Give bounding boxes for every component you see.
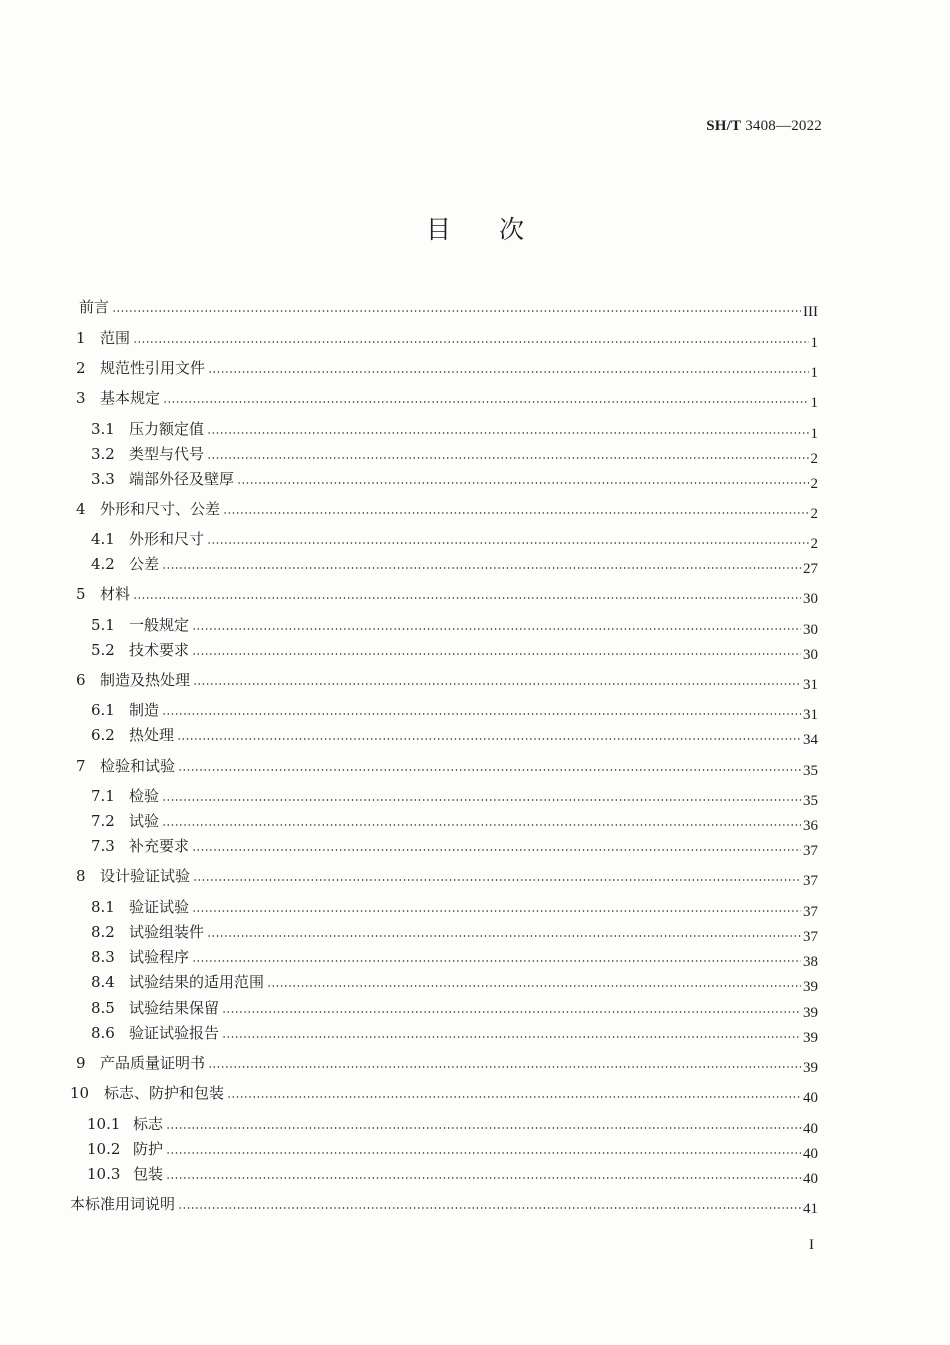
toc-entry[interactable]: [76, 866, 818, 889]
toc-entry-number: 7: [76, 757, 86, 775]
toc-entry-page: 31: [803, 677, 818, 693]
toc-entry-label: 规范性引用文件: [100, 359, 206, 377]
toc-entry[interactable]: [76, 1053, 818, 1076]
toc-entry[interactable]: [76, 328, 818, 351]
toc-entry-number: 5.1: [91, 616, 115, 634]
toc-leader-dots: [163, 401, 808, 403]
toc-entry-label: 本标准用词说明: [70, 1195, 176, 1213]
toc-leader-dots: [162, 799, 801, 801]
toc-entry[interactable]: [70, 1083, 818, 1106]
toc-entry-page: 31: [803, 707, 818, 723]
toc-title: 目次: [425, 215, 572, 244]
toc-entry[interactable]: [91, 786, 818, 809]
toc-entry-number: 4.1: [91, 530, 115, 548]
toc-entry[interactable]: [76, 358, 818, 381]
toc-entry-page: 30: [803, 591, 818, 607]
toc-leader-dots: [208, 1066, 801, 1068]
toc-entry[interactable]: [91, 444, 818, 467]
toc-entry-number: 8.6: [91, 1024, 115, 1042]
toc-entry-number: 8: [76, 867, 86, 885]
toc-entry-number: 4.2: [91, 555, 115, 573]
toc-entry[interactable]: [70, 1194, 818, 1217]
toc-entry-label: 验证试验: [129, 898, 190, 916]
toc-entry[interactable]: [91, 811, 818, 834]
toc-entry[interactable]: [91, 998, 818, 1021]
toc-entry-label: 标志、防护和包装: [104, 1084, 225, 1102]
toc-leader-dots: [207, 542, 808, 544]
toc-entry-number: 8.4: [91, 973, 115, 991]
toc-entry[interactable]: [91, 640, 818, 663]
toc-leader-dots: [208, 371, 808, 373]
toc-entry-number: 9: [76, 1054, 86, 1072]
toc-entry-number: 7.3: [91, 837, 115, 855]
toc-entry-number: 6.2: [91, 726, 115, 744]
toc-entry[interactable]: [91, 700, 818, 723]
toc-leader-dots: [178, 1207, 801, 1209]
toc-entry-label: 试验程序: [129, 948, 190, 966]
toc-entry-page: 37: [803, 873, 818, 889]
toc-entry-page: 2: [810, 536, 818, 552]
toc-entry-label: 包装: [133, 1165, 164, 1183]
toc-entry[interactable]: [91, 469, 818, 492]
toc-entry-page: 40: [803, 1090, 818, 1106]
toc-entry-label: 试验结果保留: [129, 999, 220, 1017]
standard-code-number: 3408—2022: [741, 118, 822, 134]
toc-entry-label: 前言: [79, 298, 110, 316]
toc-entry-label: 范围: [100, 329, 131, 347]
toc-entry-number: 5: [76, 585, 86, 603]
toc-entry-page: 2: [810, 506, 818, 522]
toc-entry[interactable]: [76, 499, 818, 522]
toc-entry-page: 37: [803, 929, 818, 945]
toc-entry-page: 1: [810, 395, 818, 411]
toc-entry-label: 补充要求: [129, 837, 190, 855]
toc-entry-number: 4: [76, 500, 86, 518]
toc-entry-number: 10.2: [87, 1140, 121, 1158]
toc-leader-dots: [192, 910, 801, 912]
toc-entry-number: 8.3: [91, 948, 115, 966]
toc-leader-dots: [223, 512, 808, 514]
toc-entry-number: 3: [76, 389, 86, 407]
toc-entry-label: 制造及热处理: [100, 671, 191, 689]
toc-entry-number: 3.3: [91, 470, 115, 488]
toc-entry-page: 40: [803, 1171, 818, 1187]
toc-leader-dots: [192, 653, 801, 655]
toc-entry-page: 37: [803, 843, 818, 859]
toc-entry-label: 热处理: [129, 726, 175, 744]
toc-entry-number: 8.2: [91, 923, 115, 941]
toc-entry-label: 试验结果的适用范围: [129, 973, 265, 991]
toc-leader-dots: [192, 960, 801, 962]
toc-entry[interactable]: [76, 670, 818, 693]
toc-entry-number: 10: [70, 1084, 90, 1102]
toc-entry-label: 端部外径及壁厚: [129, 470, 235, 488]
toc-leader-dots: [222, 1011, 801, 1013]
toc-entry[interactable]: [87, 1114, 818, 1137]
standard-code-prefix: SH/T: [706, 118, 742, 134]
toc-entry-page: 2: [810, 476, 818, 492]
toc-entry-number: 3.1: [91, 420, 115, 438]
toc-leader-dots: [237, 482, 808, 484]
footer-page-number: I: [809, 1237, 814, 1253]
toc-leader-dots: [192, 628, 801, 630]
toc-entry-page: 2: [810, 451, 818, 467]
toc-entry-page: 27: [803, 561, 818, 577]
toc-entry[interactable]: [91, 922, 818, 945]
toc-entry-label: 压力额定值: [129, 420, 205, 438]
toc-leader-dots: [133, 341, 808, 343]
toc-leader-dots: [162, 713, 801, 715]
toc-entry-label: 试验: [129, 812, 160, 830]
toc-entry-label: 检验: [129, 787, 160, 805]
toc-entry-label: 制造: [129, 701, 160, 719]
toc-leader-dots: [162, 567, 801, 569]
toc-entry[interactable]: [91, 972, 818, 995]
toc-leader-dots: [193, 683, 801, 685]
toc-entry-label: 材料: [100, 585, 131, 603]
toc-entry-number: 8.5: [91, 999, 115, 1017]
toc-entry-number: 10.3: [87, 1165, 121, 1183]
toc-entry-page: 39: [803, 1060, 818, 1076]
toc-entry[interactable]: [91, 529, 818, 552]
toc-entry-number: 6.1: [91, 701, 115, 719]
toc-entry-number: 5.2: [91, 641, 115, 659]
toc-leader-dots: [192, 849, 801, 851]
toc-entry-page: 40: [803, 1121, 818, 1137]
toc-leader-dots: [207, 432, 808, 434]
toc-entry-page: 39: [803, 1005, 818, 1021]
toc-entry-page: 39: [803, 979, 818, 995]
toc-entry[interactable]: [76, 756, 818, 779]
toc-leader-dots: [166, 1152, 801, 1154]
toc-entry-label: 产品质量证明书: [100, 1054, 206, 1072]
toc-entry[interactable]: [87, 1164, 818, 1187]
toc-entry[interactable]: [76, 388, 818, 411]
toc-entry-page: 30: [803, 622, 818, 638]
toc-entry[interactable]: [76, 584, 818, 607]
toc-entry[interactable]: [91, 947, 818, 970]
toc-entry-page: 1: [810, 365, 818, 381]
toc-entry-label: 外形和尺寸、公差: [100, 500, 221, 518]
toc-entry[interactable]: [91, 897, 818, 920]
toc-leader-dots: [177, 738, 801, 740]
toc-leader-dots: [222, 1036, 801, 1038]
toc-entry-label: 防护: [133, 1140, 164, 1158]
toc-entry-page: 40: [803, 1146, 818, 1162]
toc-leader-dots: [178, 769, 801, 771]
toc-entry-page: 41: [803, 1201, 818, 1217]
toc-entry-label: 检验和试验: [100, 757, 176, 775]
toc-entry-label: 技术要求: [129, 641, 190, 659]
toc-entry[interactable]: [91, 554, 818, 577]
toc-leader-dots: [166, 1127, 801, 1129]
toc-leader-dots: [207, 457, 808, 459]
toc-leader-dots: [162, 824, 801, 826]
toc-entry[interactable]: [91, 419, 818, 442]
toc-entry-page: 36: [803, 818, 818, 834]
toc-entry-label: 验证试验报告: [129, 1024, 220, 1042]
toc-entry-number: 2: [76, 359, 86, 377]
toc-entry-page: III: [803, 304, 818, 320]
toc-entry-number: 3.2: [91, 445, 115, 463]
toc-entry-label: 试验组装件: [129, 923, 205, 941]
toc-entry-page: 39: [803, 1030, 818, 1046]
toc-entry-number: 7.1: [91, 787, 115, 805]
toc-entry-page: 35: [803, 763, 818, 779]
toc-entry-page: 30: [803, 647, 818, 663]
toc-entry-page: 37: [803, 904, 818, 920]
toc-entry[interactable]: [79, 297, 818, 320]
toc-entry[interactable]: [91, 836, 818, 859]
toc-entry-number: 1: [76, 329, 86, 347]
toc-leader-dots: [207, 935, 801, 937]
toc-entry-label: 外形和尺寸: [129, 530, 205, 548]
toc-entry-label: 基本规定: [100, 389, 161, 407]
toc-entry-label: 一般规定: [129, 616, 190, 634]
toc-entry-label: 类型与代号: [129, 445, 205, 463]
toc-entry-number: 10.1: [87, 1115, 121, 1133]
toc-leader-dots: [227, 1096, 801, 1098]
toc-leader-dots: [267, 985, 801, 987]
toc-entry-number: 6: [76, 671, 86, 689]
toc-leader-dots: [112, 310, 801, 312]
toc-entry-page: 35: [803, 793, 818, 809]
toc-entry-number: 8.1: [91, 898, 115, 916]
toc-entry-label: 公差: [129, 555, 160, 573]
toc-leader-dots: [133, 597, 801, 599]
toc-entry-page: 1: [810, 335, 818, 351]
toc-entry-label: 设计验证试验: [100, 867, 191, 885]
toc-entry-page: 1: [810, 426, 818, 442]
toc-entry[interactable]: [87, 1139, 818, 1162]
toc-entry[interactable]: [91, 615, 818, 638]
toc-entry-label: 标志: [133, 1115, 164, 1133]
toc-entry[interactable]: [91, 1023, 818, 1046]
toc-leader-dots: [193, 879, 801, 881]
toc-entry-number: 7.2: [91, 812, 115, 830]
toc-entry-page: 34: [803, 732, 818, 748]
toc-entry[interactable]: [91, 725, 818, 748]
toc-leader-dots: [166, 1177, 801, 1179]
toc-entry-page: 38: [803, 954, 818, 970]
